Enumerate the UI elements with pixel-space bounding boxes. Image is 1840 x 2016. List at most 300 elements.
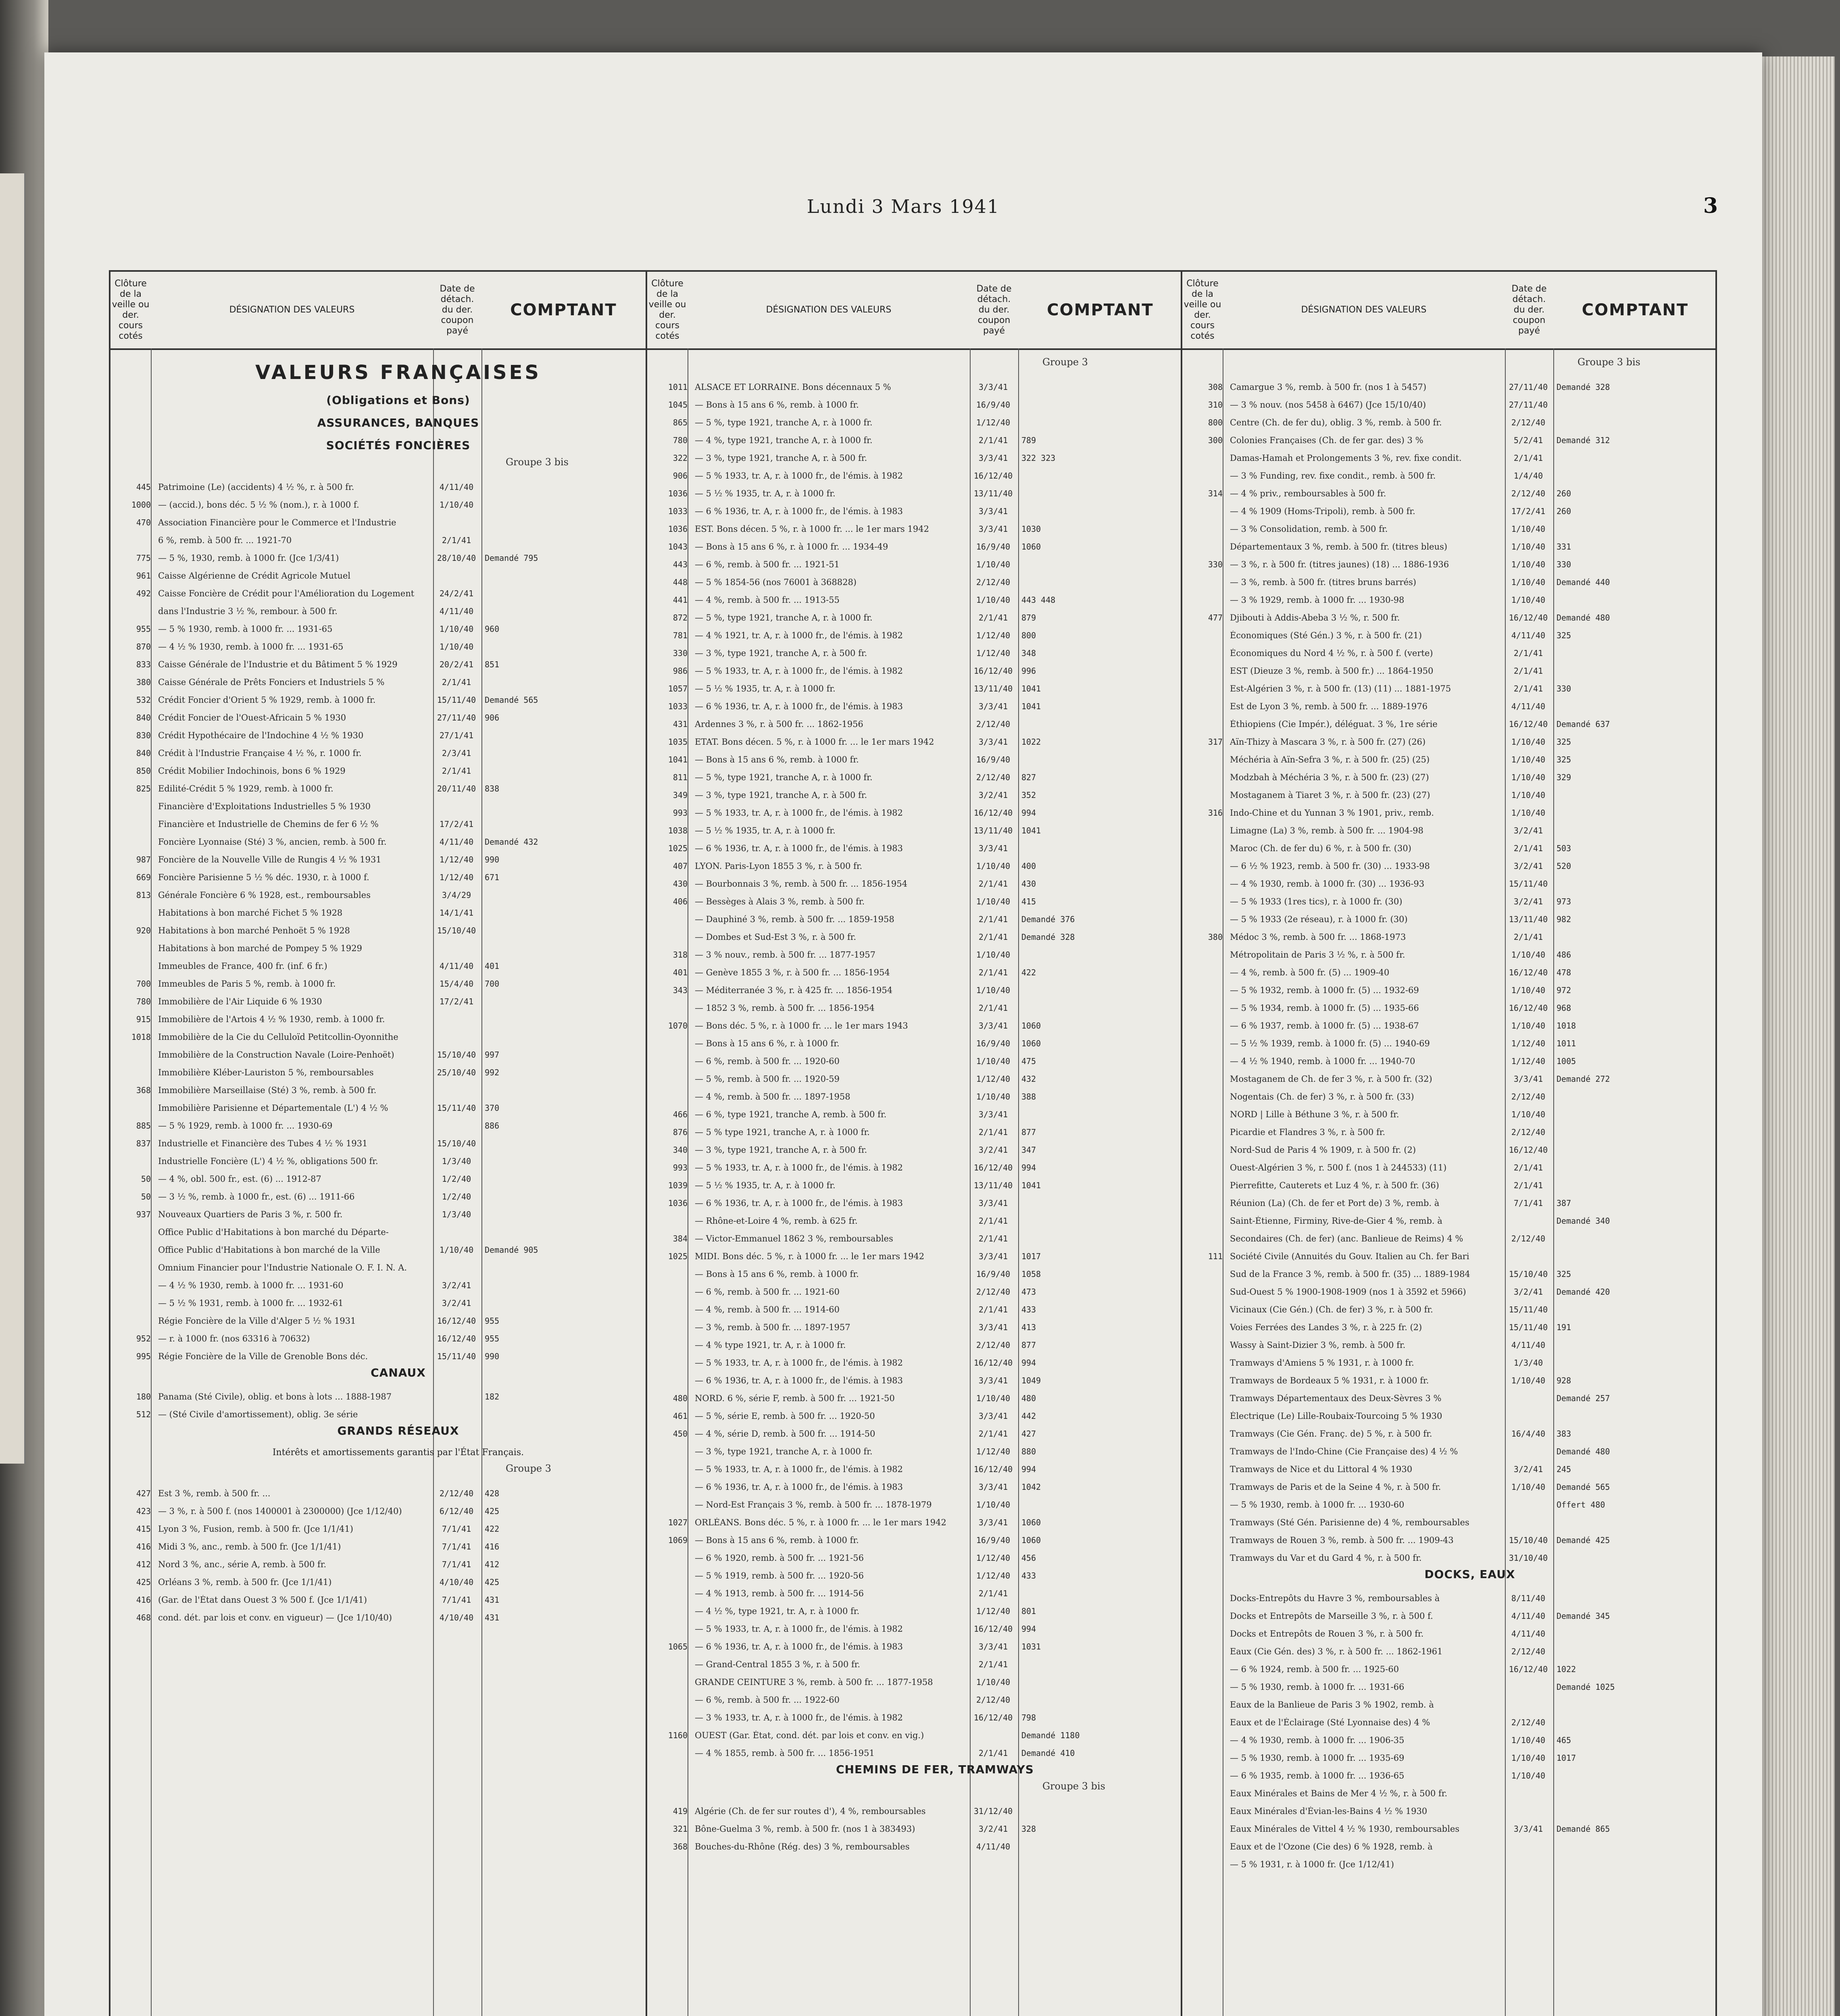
table-row [647, 1421, 1182, 1439]
coupon-date: 1/10/40 [439, 1245, 474, 1255]
security-designation: Nogentais (Ch. de fer) 3 %, r. à 500 fr. (33) [1230, 1092, 1414, 1102]
table-row [647, 1598, 1182, 1616]
table-row [1182, 1208, 1717, 1226]
table-row [110, 1095, 646, 1113]
table-row [110, 634, 646, 652]
security-designation: Tramways du Var et du Gard 4 %, r. à 500 fr. [1230, 1553, 1422, 1563]
security-designation: — 5 % 1932, remb. à 1000 fr. (5) ... 1932-69 [1230, 985, 1419, 995]
coupon-date: 4/11/40 [439, 606, 474, 616]
table-row [1182, 1545, 1717, 1563]
cash-price: Demandé 345 [1557, 1611, 1610, 1621]
security-designation: Immobilière Parisienne et Départementale (L') 4 ½ % [158, 1103, 388, 1113]
coupon-date: 16/12/40 [973, 1624, 1013, 1634]
cash-price: 1060 [1021, 1535, 1041, 1545]
cash-price: 1017 [1021, 1252, 1041, 1261]
table-row [647, 1279, 1182, 1297]
security-designation: Ardennes 3 %, r. à 500 fr. ... 1862-1956 [695, 719, 863, 729]
table-row [110, 1166, 646, 1184]
coupon-date: 2/12/40 [1511, 1718, 1546, 1727]
closing-price: 1069 [668, 1535, 688, 1545]
coupon-date: 3/3/41 [978, 737, 1008, 747]
header-comptant-label: COMPTANT [1047, 301, 1154, 319]
security-designation: Secondaires (Ch. de fer) (anc. Banlieue de Reims) 4 % [1230, 1234, 1463, 1243]
table-row [647, 569, 1182, 587]
security-designation: — 5 %, type 1921, tranche A, r. à 1000 fr. [695, 613, 873, 623]
security-designation: — 4 % 1909 (Homs-Tripoli), remb. à 500 fr. [1230, 506, 1415, 516]
coupon-date: 7/1/41 [1513, 1198, 1543, 1208]
coupon-date: 3/2/41 [978, 1824, 1008, 1834]
table-row [110, 900, 646, 918]
cash-price: Demandé 328 [1557, 382, 1610, 392]
cash-price: Demandé 865 [1557, 1824, 1610, 1834]
closing-price: 986 [673, 666, 688, 676]
coupon-date: 1/12/40 [439, 855, 474, 864]
closing-price: 380 [1208, 932, 1223, 942]
security-designation: — 6 %, type 1921, tranche A, remb. à 500 fr. [695, 1110, 887, 1119]
table-row [110, 1060, 646, 1077]
closing-price: 415 [136, 1524, 151, 1534]
header-close-label: Clôture de la veille ou der. cours cotés [648, 279, 686, 341]
cash-price: 671 [485, 873, 500, 882]
security-designation: — 3 % Funding, rev. fixe condit., remb. à 500 fr. [1230, 471, 1436, 481]
page-stack-edges [1762, 56, 1835, 2016]
table-row [1182, 1763, 1717, 1781]
closing-price: 343 [673, 985, 688, 995]
security-designation: — 6 % 1935, remb. à 1000 fr. ... 1936-65 [1230, 1771, 1404, 1781]
security-designation: — 5 % 1930, remb. à 1000 fr. ... 1935-69 [1230, 1753, 1404, 1763]
security-designation: Edilité-Crédit 5 % 1929, remb. à 1000 fr. [158, 784, 333, 793]
coupon-date: 2/1/41 [1513, 453, 1543, 463]
table-row [647, 1798, 1182, 1816]
closing-price: 987 [136, 855, 151, 864]
coupon-date: 2/1/41 [978, 435, 1008, 445]
closing-price: 700 [136, 979, 151, 989]
security-designation: — 5 % 1854-56 (nos 76001 à 368828) [695, 577, 857, 587]
cash-price: 1060 [1021, 1518, 1041, 1527]
coupon-date: 1/10/40 [1511, 1021, 1546, 1031]
coupon-date: 1/10/40 [976, 1092, 1011, 1102]
closing-price: 1027 [668, 1518, 688, 1527]
coupon-date: 1/10/40 [1511, 950, 1546, 960]
cash-price: 478 [1557, 968, 1571, 977]
closing-price: 431 [673, 719, 688, 729]
coupon-date: 2/1/41 [1513, 1163, 1543, 1173]
coupon-date: 2/12/40 [976, 719, 1011, 729]
coupon-date: 25/10/40 [437, 1068, 476, 1077]
table-row [647, 1368, 1182, 1385]
table-row [1182, 1816, 1717, 1834]
security-designation: — 5 % 1933 (1res tics), r. à 1000 fr. (30) [1230, 897, 1402, 906]
security-designation: — 6 %, remb. à 500 fr. ... 1921-60 [695, 1287, 840, 1297]
cash-price: 1022 [1557, 1664, 1576, 1674]
security-designation: — 3 % Consolidation, remb. à 500 fr. [1230, 524, 1388, 534]
security-designation: Immobilière de l'Air Liquide 6 % 1930 [158, 997, 322, 1006]
security-designation: Djibouti à Addis-Abeba 3 ½ %, r. 500 fr. [1230, 613, 1400, 623]
quotation-table [109, 270, 1717, 2016]
table-row [1182, 374, 1717, 392]
closing-price: 425 [136, 1577, 151, 1587]
coupon-date: 4/11/40 [1511, 1611, 1546, 1621]
security-designation: — 6 % 1924, remb. à 500 fr. ... 1925-60 [1230, 1664, 1399, 1674]
closing-price: 448 [673, 577, 688, 587]
security-designation: Société Civile (Annuités du Gouv. Italien au Ch. fer Bari [1230, 1252, 1469, 1261]
closing-price: 318 [673, 950, 688, 960]
security-designation: ORLÉANS. Bons déc. 5 %, r. à 1000 fr. ... le 1er mars 1942 [695, 1518, 946, 1527]
security-designation: Éthiopiens (Cie Impér.), déléguat. 3 %, 1re série [1230, 719, 1438, 729]
coupon-date: 2/1/41 [978, 613, 1008, 623]
coupon-date: 31/10/40 [1509, 1553, 1548, 1563]
table-row [1182, 1350, 1717, 1368]
cash-price: Demandé 565 [1557, 1482, 1610, 1492]
closing-price: 330 [673, 648, 688, 658]
table-row [1182, 1031, 1717, 1048]
coupon-date: 4/11/40 [976, 1842, 1011, 1851]
table-row [647, 1705, 1182, 1722]
security-designation: Eaux et de l'Éclairage (Sté Lyonnaise des) 4 % [1230, 1718, 1430, 1727]
coupon-date: 15/10/40 [437, 1050, 476, 1060]
coupon-date: 1/3/40 [442, 1210, 471, 1219]
security-designation: NORD. 6 %, série F, remb. à 500 fr. ... 1921-50 [695, 1393, 895, 1403]
security-designation: — 5 % 1930, remb. à 1000 fr. ... 1931-65 [158, 624, 333, 634]
coupon-date: 16/12/40 [973, 808, 1013, 818]
coupon-date: 15/11/40 [1509, 1305, 1548, 1314]
security-designation: — 4 ½ % 1930, remb. à 1000 fr. ... 1931-60 [158, 1281, 344, 1290]
cash-price: 370 [485, 1103, 500, 1113]
coupon-date: 7/1/41 [442, 1595, 471, 1605]
table-row [110, 492, 646, 510]
table-row [1182, 1297, 1717, 1314]
coupon-date: 1/10/40 [976, 1677, 1011, 1687]
table-row [647, 1563, 1182, 1581]
security-designation: — 4 % priv., remboursables à 500 fr. [1230, 489, 1386, 498]
coupon-date: 2/1/41 [978, 1305, 1008, 1314]
coupon-date: 2/1/41 [442, 535, 471, 545]
security-designation: Docks et Entrepôts de Marseille 3 %, r. à 500 f. [1230, 1611, 1433, 1621]
security-designation: — 5 % 1930, remb. à 1000 fr. ... 1930-60 [1230, 1500, 1404, 1510]
cash-price: 992 [485, 1068, 500, 1077]
coupon-date: 3/2/41 [1513, 1287, 1543, 1297]
table-row [1182, 410, 1717, 427]
security-designation: Caisse Algérienne de Crédit Agricole Mutuel [158, 571, 351, 581]
column-3 [1181, 272, 1717, 2016]
coupon-date: 17/2/41 [439, 819, 474, 829]
cash-price: 906 [485, 713, 500, 723]
security-designation: LYON. Paris-Lyon 1855 3 %, r. à 500 fr. [695, 861, 863, 871]
security-designation: — 3 %, type 1921, tranche A, r. à 500 fr. [695, 790, 867, 800]
security-designation: — 6 % 1936, tr. A, r. à 1000 fr., de l'émis. à 1983 [695, 843, 903, 853]
coupon-date: 7/1/41 [442, 1560, 471, 1569]
table-row [647, 1687, 1182, 1705]
coupon-date: 1/10/40 [1511, 560, 1546, 569]
security-designation: Tramways de Bordeaux 5 % 1931, r. à 1000 fr. [1230, 1376, 1429, 1385]
security-designation: — 3 ½ %, remb. à 1000 fr., est. (6) ... 1911-66 [158, 1192, 355, 1202]
security-designation: Régie Foncière de la Ville d'Alger 5 ½ % 1931 [158, 1316, 356, 1326]
table-row [110, 1384, 646, 1402]
table-row [1182, 1368, 1717, 1385]
coupon-date: 1/10/40 [1511, 737, 1546, 747]
closing-price: 423 [136, 1506, 151, 1516]
security-designation: — 3 % 1929, remb. à 1000 fr. ... 1930-98 [1230, 595, 1404, 605]
closing-price: 669 [136, 873, 151, 882]
table-row [110, 1077, 646, 1095]
coupon-date: 5/2/41 [1513, 435, 1543, 445]
column-header [110, 272, 646, 350]
cash-price: 245 [1557, 1464, 1571, 1474]
cash-price: 260 [1557, 506, 1571, 516]
security-designation: Eaux Minérales et Bains de Mer 4 ½ %, r. à 500 fr. [1230, 1789, 1448, 1798]
security-designation: Eaux (Cie Gén. des) 3 %, r. à 500 fr. ... 1862-1961 [1230, 1647, 1443, 1656]
security-designation: — 6 % 1936, tr. A, r. à 1000 fr., de l'émis. à 1983 [695, 702, 903, 711]
cash-price: 1018 [1557, 1021, 1576, 1031]
coupon-date: 1/10/40 [1511, 755, 1546, 764]
closing-price: 850 [136, 766, 151, 776]
table-row [647, 623, 1182, 640]
table-row [1182, 711, 1717, 729]
table-row [647, 924, 1182, 942]
coupon-date: 3/3/41 [978, 506, 1008, 516]
closing-price: 870 [136, 642, 151, 652]
coupon-date: 1/12/40 [1511, 1039, 1546, 1048]
coupon-date: 4/11/40 [1511, 631, 1546, 640]
cash-price: 465 [1557, 1735, 1571, 1745]
closing-price: 1035 [668, 737, 688, 747]
security-designation: Camargue 3 %, remb. à 500 fr. (nos 1 à 5457) [1230, 382, 1427, 392]
cash-price: 431 [485, 1595, 500, 1605]
security-designation: — Bons à 15 ans 6 %, r. à 1000 fr. [695, 1039, 840, 1048]
closing-price: 781 [673, 631, 688, 640]
security-designation: — 4 %, remb. à 500 fr. ... 1914-60 [695, 1305, 840, 1314]
closing-price: 840 [136, 713, 151, 723]
coupon-date: 16/12/40 [437, 1334, 476, 1343]
cash-price: 475 [1021, 1056, 1036, 1066]
coupon-date: 1/10/40 [1511, 542, 1546, 552]
table-row [110, 1202, 646, 1219]
closing-price: 314 [1208, 489, 1223, 498]
security-designation: — 3 %, remb. à 500 fr. ... 1897-1957 [695, 1322, 850, 1332]
security-designation: — 5 % 1930, remb. à 1000 fr. ... 1931-66 [1230, 1682, 1404, 1692]
security-designation: — Dombes et Sud-Est 3 %, r. à 500 fr. [695, 932, 856, 942]
security-designation: EST. Bons décen. 5 %, r. à 1000 fr. ... le 1er mars 1942 [695, 524, 929, 534]
security-designation: Tramways de Rouen 3 %, remb. à 500 fr. ... 1909-43 [1230, 1535, 1454, 1545]
coupon-date: 16/12/40 [1509, 613, 1548, 623]
cash-price: Demandé 312 [1557, 435, 1610, 445]
security-designation: — 5 % 1933, tr. A, r. à 1000 fr., de l'émis. à 1982 [695, 1163, 903, 1173]
coupon-date: 27/11/40 [437, 713, 476, 723]
security-designation: — 4 %, remb. à 500 fr. ... 1913-55 [695, 595, 840, 605]
coupon-date: 1/12/40 [976, 631, 1011, 640]
security-designation: Ouest-Algérien 3 %, r. 500 f. (nos 1 à 244533) (11) [1230, 1163, 1447, 1173]
security-designation: Métropolitain de Paris 3 ½ %, r. à 500 fr. [1230, 950, 1405, 960]
coupon-date: 3/3/41 [1513, 1824, 1543, 1834]
coupon-date: 16/12/40 [437, 1316, 476, 1326]
table-row [1182, 427, 1717, 445]
running-title: Lundi 3 Mars 1941 [806, 196, 1000, 217]
table-row [647, 1385, 1182, 1403]
coupon-date: 2/1/41 [978, 914, 1008, 924]
closing-price: 915 [136, 1014, 151, 1024]
closing-price: 380 [136, 677, 151, 687]
closing-price: 416 [136, 1542, 151, 1552]
cash-price: 990 [485, 1352, 500, 1361]
coupon-date: 1/10/40 [1511, 1753, 1546, 1763]
table-row [1182, 1226, 1717, 1243]
table-row [1182, 445, 1717, 463]
cash-price: Demandé 432 [485, 837, 538, 847]
security-designation: — Bons à 15 ans 6 %, remb. à 1000 fr. [695, 1269, 859, 1279]
security-designation: Industrielle Foncière (L') 4 ½ %, obligations 500 fr. [158, 1156, 378, 1166]
newspaper-page [44, 52, 1762, 2016]
cash-price: 1060 [1021, 542, 1041, 552]
group-label: Groupe 3 [1042, 356, 1088, 368]
cash-price: Demandé 376 [1021, 914, 1075, 924]
table-row [647, 534, 1182, 552]
security-designation: — 3 % nouv. (nos 5458 à 6467) (Jce 15/10/40) [1230, 400, 1426, 410]
table-row [1182, 1137, 1717, 1155]
table-row [647, 1031, 1182, 1048]
table-row [647, 658, 1182, 676]
closing-price: 470 [136, 518, 151, 527]
table-row [110, 1516, 646, 1534]
security-designation: Crédit Hypothécaire de l'Indochine 4 ½ % 1930 [158, 731, 364, 740]
table-row [1182, 977, 1717, 995]
coupon-date: 16/9/40 [976, 400, 1011, 410]
coupon-date: 28/10/40 [437, 553, 476, 563]
closing-price: 1043 [668, 542, 688, 552]
cash-price: 322 323 [1021, 453, 1056, 463]
security-designation: Panama (Sté Civile), oblig. et bons à lots ... 1888-1987 [158, 1392, 392, 1402]
table-row [647, 410, 1182, 427]
coupon-date: 1/10/40 [976, 595, 1011, 605]
security-designation: Tramways Départementaux des Deux-Sèvres 3 % [1230, 1393, 1442, 1403]
security-designation: — 6 %, remb. à 500 fr. ... 1921-51 [695, 560, 840, 569]
security-designation: Indo-Chine et du Yunnan 3 % 1901, priv., remb. [1230, 808, 1434, 818]
closing-price: 920 [136, 926, 151, 935]
table-row [110, 829, 646, 847]
security-designation: Centre (Ch. de fer du), oblig. 3 %, remb. à 500 fr. [1230, 418, 1442, 427]
table-row [647, 1456, 1182, 1474]
coupon-date: 24/2/41 [439, 589, 474, 598]
table-row [1182, 835, 1717, 853]
security-designation: — 3 %, remb. à 500 fr. (titres bruns barrés) [1230, 577, 1417, 587]
table-row [647, 835, 1182, 853]
table-row [1182, 1474, 1717, 1492]
cash-price: 973 [1557, 897, 1571, 906]
coupon-date: 3/3/41 [978, 1198, 1008, 1208]
table-row [647, 1492, 1182, 1510]
group-label: Groupe 3 bis [1577, 356, 1640, 368]
table-row [1182, 906, 1717, 924]
coupon-date: 16/12/40 [1509, 719, 1548, 729]
cash-price: Demandé 257 [1557, 1393, 1610, 1403]
security-designation: Caisse Foncière de Crédit pour l'Amélioration du Logement [158, 589, 415, 598]
coupon-date: 20/11/40 [437, 784, 476, 793]
table-row [647, 1048, 1182, 1066]
header-comptant-label: COMPTANT [1582, 301, 1689, 319]
cash-price: 1041 [1021, 1181, 1041, 1190]
closing-price: 419 [673, 1806, 688, 1816]
closing-price: 477 [1208, 613, 1223, 623]
cash-price: 1060 [1021, 1021, 1041, 1031]
security-designation: — 5 ½ % 1931, remb. à 1000 fr. ... 1932-61 [158, 1298, 344, 1308]
cash-price: 486 [1557, 950, 1571, 960]
security-designation: — 5 %, remb. à 500 fr. ... 1920-59 [695, 1074, 840, 1084]
closing-price: 340 [673, 1145, 688, 1155]
table-row [1182, 1013, 1717, 1031]
closing-price: 441 [673, 595, 688, 605]
cash-price: 430 [1021, 879, 1036, 889]
coupon-date: 4/11/40 [439, 482, 474, 492]
section-heading: CANAUX [371, 1366, 426, 1379]
security-designation: — Bourbonnais 3 %, remb. à 500 fr. ... 1856-1954 [695, 879, 908, 889]
table-row [110, 793, 646, 811]
cash-price: Demandé 272 [1557, 1074, 1610, 1084]
table-row [1182, 463, 1717, 481]
coupon-date: 4/10/40 [439, 1613, 474, 1622]
coupon-date: 3/3/41 [978, 1482, 1008, 1492]
coupon-date: 2/1/41 [1513, 684, 1543, 694]
cash-price: Demandé 420 [1557, 1287, 1610, 1297]
coupon-date: 2/1/41 [978, 1234, 1008, 1243]
header-comptant-label: COMPTANT [510, 301, 617, 319]
coupon-date: 1/12/40 [976, 1074, 1011, 1084]
closing-price: 401 [673, 968, 688, 977]
security-designation: — 6 % 1936, tr. A, r. à 1000 fr., de l'émis. à 1983 [695, 1642, 903, 1652]
security-designation: — Nord-Est Français 3 %, remb. à 500 fr. ... 1878-1979 [695, 1500, 932, 1510]
cash-price: 425 [485, 1577, 500, 1587]
cash-price: Demandé 795 [485, 553, 538, 563]
table-row [647, 1261, 1182, 1279]
cash-price: 1031 [1021, 1642, 1041, 1652]
table-row [1182, 995, 1717, 1013]
table-row [647, 960, 1182, 977]
cash-price: 503 [1557, 843, 1571, 853]
table-row [647, 1119, 1182, 1137]
closing-price: 993 [673, 808, 688, 818]
cash-price: Demandé 565 [485, 695, 538, 705]
coupon-date: 15/11/40 [437, 695, 476, 705]
closing-price: 111 [1208, 1252, 1223, 1261]
cash-price: 968 [1557, 1003, 1571, 1013]
security-designation: Immobilière de la Cie du Celluloïd Petitcollin-Oyonnithe [158, 1032, 398, 1042]
table-row [647, 1474, 1182, 1492]
header-designation-label: DÉSIGNATION DES VALEURS [229, 305, 355, 315]
table-row [1182, 1674, 1717, 1692]
table-row [1182, 1314, 1717, 1332]
coupon-date: 16/12/40 [973, 471, 1013, 481]
table-row [1182, 1639, 1717, 1656]
security-designation: Est-Algérien 3 %, r. à 500 fr. (13) (11) ... 1881-1975 [1230, 684, 1451, 694]
security-designation: — 5 % 1933, tr. A, r. à 1000 fr., de l'émis. à 1982 [695, 666, 903, 676]
table-row [647, 906, 1182, 924]
security-designation: Économiques du Nord 4 ½ %, r. à 500 f. (verte) [1230, 648, 1433, 658]
closing-price: 961 [136, 571, 151, 581]
security-designation: Financière et Industrielle de Chemins de fer 6 ½ % [158, 819, 379, 829]
table-row [647, 1722, 1182, 1740]
cash-price: 433 [1021, 1571, 1036, 1581]
coupon-date: 7/1/41 [442, 1524, 471, 1534]
table-row [110, 1184, 646, 1202]
coupon-date: 2/1/41 [978, 1660, 1008, 1669]
table-row [647, 1332, 1182, 1350]
cash-price: 182 [485, 1392, 500, 1402]
page-number: 3 [1703, 194, 1718, 218]
closing-price: 872 [673, 613, 688, 623]
table-row [110, 811, 646, 829]
security-designation: Aïn-Thizy à Mascara 3 %, r. à 500 fr. (27) (26) [1230, 737, 1426, 747]
closing-price: 1045 [668, 400, 688, 410]
cash-price: 431 [485, 1613, 500, 1622]
cash-price: 413 [1021, 1322, 1036, 1332]
